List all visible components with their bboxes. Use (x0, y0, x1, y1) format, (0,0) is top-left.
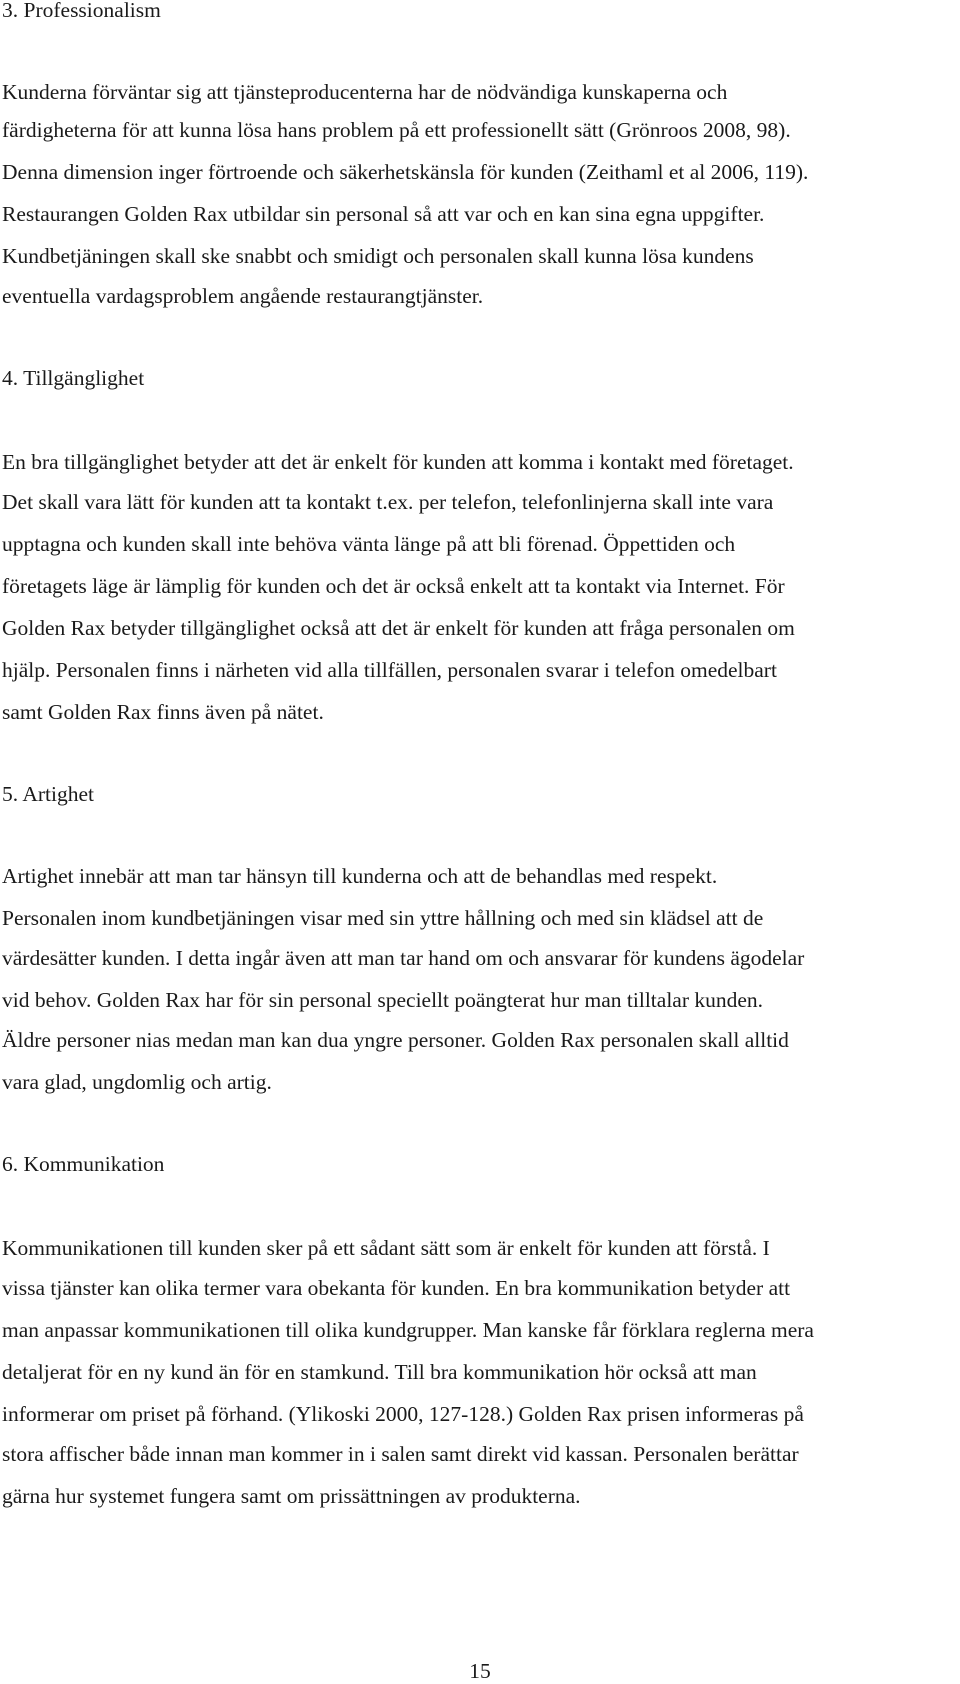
text-line: 4. Tillgänglighet (2, 366, 145, 390)
text-line: Kunderna förväntar sig att tjänsteproducenterna har de nödvändiga kunskaperna och (2, 80, 728, 104)
text-line: gärna hur systemet fungera samt om prissättningen av produkterna. (2, 1484, 581, 1508)
text-line: Äldre personer nias medan man kan dua yngre personer. Golden Rax personalen skall alltid (2, 1028, 789, 1052)
text-line: företagets läge är lämplig för kunden och det är också enkelt att ta kontakt via Internet. För (2, 574, 785, 598)
text-line: Kommunikationen till kunden sker på ett sådant sätt som är enkelt för kunden att förstå. I (2, 1236, 770, 1260)
text-line: vissa tjänster kan olika termer vara obekanta för kunden. En bra kommunikation betyder att (2, 1276, 791, 1300)
text-line: samt Golden Rax finns även på nätet. (2, 700, 324, 724)
text-line: Artighet innebär att man tar hänsyn till kunderna och att de behandlas med respekt. (2, 864, 718, 888)
text-line: hjälp. Personalen finns i närheten vid alla tillfällen, personalen svarar i telefon omedelbart (2, 658, 777, 682)
text-line: Restaurangen Golden Rax utbildar sin personal så att var och en kan sina egna uppgifter. (2, 202, 765, 226)
text-line: Personalen inom kundbetjäningen visar med sin yttre hållning och med sin klädsel att de (2, 906, 764, 930)
page-number: 15 (469, 1659, 491, 1683)
text-line: informerar om priset på förhand. (Ylikoski 2000, 127-128.) Golden Rax prisen informeras på (2, 1402, 804, 1426)
text-line: 3. Professionalism (2, 0, 161, 22)
text-line: 6. Kommunikation (2, 1152, 165, 1176)
text-line: Kundbetjäningen skall ske snabbt och smidigt och personalen skall kunna lösa kundens (2, 244, 754, 268)
text-line: man anpassar kommunikationen till olika kundgrupper. Man kanske får förklara reglerna mera (2, 1318, 814, 1342)
text-line: vid behov. Golden Rax har för sin personal speciellt poängterat hur man tilltalar kunden. (2, 988, 764, 1012)
text-line: detaljerat för en ny kund än för en stamkund. Till bra kommunikation hör också att man (2, 1360, 757, 1384)
text-line: Golden Rax betyder tillgänglighet också att det är enkelt för kunden att fråga personalen om (2, 616, 795, 640)
text-line: Denna dimension inger förtroende och säkerhetskänsla för kunden (Zeithaml et al 2006, 119). (2, 160, 809, 184)
text-line: En bra tillgänglighet betyder att det är enkelt för kunden att komma i kontakt med företaget. (2, 450, 794, 474)
text-line: stora affischer både innan man kommer in i salen samt direkt vid kassan. Personalen berättar (2, 1442, 799, 1466)
text-line: 5. Artighet (2, 782, 94, 806)
text-line: upptagna och kunden skall inte behöva vänta länge på att bli förenad. Öppettiden och (2, 532, 736, 556)
text-line: eventuella vardagsproblem angående restaurangtjänster. (2, 284, 484, 308)
text-line: värdesätter kunden. I detta ingår även att man tar hand om och ansvarar för kundens ägodelar (2, 946, 805, 970)
text-line: vara glad, ungdomlig och artig. (2, 1070, 272, 1094)
text-line: färdigheterna för att kunna lösa hans problem på ett professionellt sätt (Grönroos 2008, 98). (2, 118, 791, 142)
text-line: Det skall vara lätt för kunden att ta kontakt t.ex. per telefon, telefonlinjerna skall inte vara (2, 490, 774, 514)
